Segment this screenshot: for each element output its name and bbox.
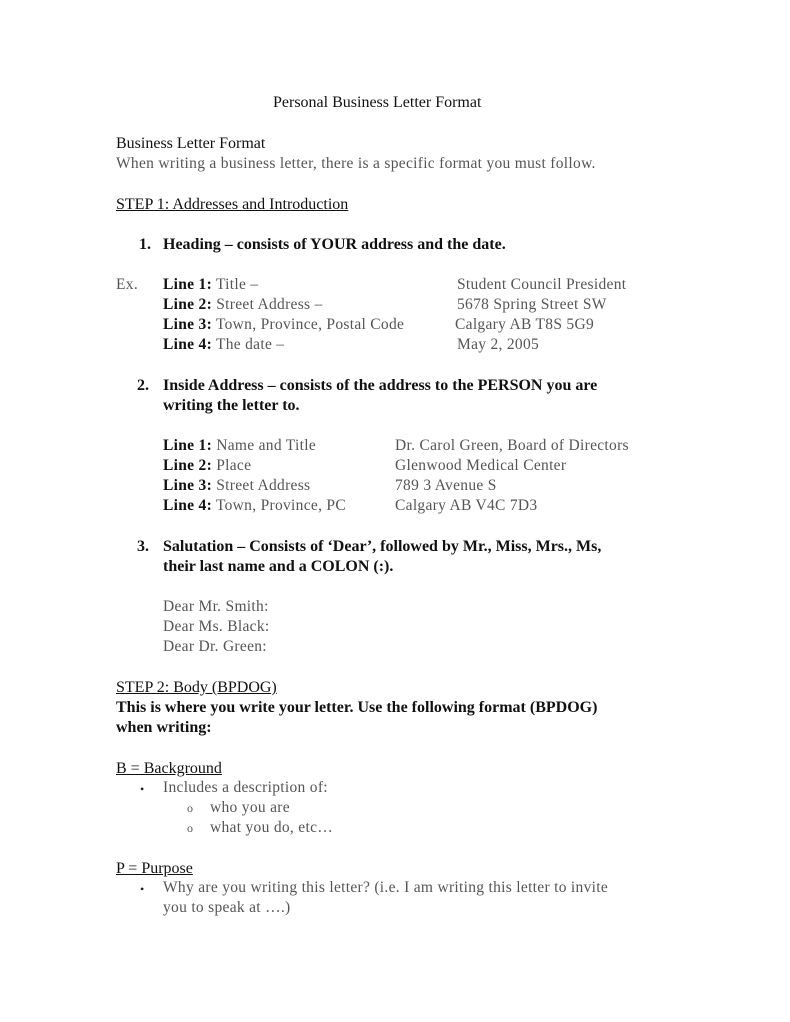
sub-bullet-icon: o (187, 821, 193, 835)
purpose-bullet-line2: you to speak at ….) (163, 899, 291, 916)
background-sub-2: what you do, etc… (210, 819, 334, 836)
salutation-example-3: Dear Dr. Green: (163, 638, 267, 655)
item2-number: 2. (137, 377, 149, 394)
section-heading: Business Letter Format (116, 135, 266, 152)
heading-line-4-value: May 2, 2005 (457, 336, 540, 353)
background-sub-1: who you are (210, 799, 290, 816)
intro-text: When writing a business letter, there is a specific format you must follow. (116, 155, 596, 172)
inside-line-3: Line 3: Street Address (163, 477, 311, 494)
step2-text-line1: This is where you write your letter. Use the following format (BPDOG) (116, 699, 598, 716)
step2-text-line2: when writing: (116, 719, 212, 736)
bullet-icon: • (140, 782, 145, 796)
item1-text: Heading – consists of YOUR address and the date. (163, 236, 506, 253)
heading-line-2-value: 5678 Spring Street SW (457, 296, 607, 313)
item3-text-line1: Salutation – Consists of ‘Dear’, followed by Mr., Miss, Mrs., Ms, (163, 538, 602, 555)
heading-line-3-value: Calgary AB T8S 5G9 (455, 316, 595, 333)
item2-text-line1: Inside Address – consists of the address to the PERSON you are (163, 377, 598, 394)
salutation-example-2: Dear Ms. Black: (163, 618, 270, 635)
background-heading: B = Background (116, 760, 222, 777)
heading-line-1-value: Student Council President (457, 276, 627, 293)
heading-line-3: Line 3: Town, Province, Postal Code (163, 316, 405, 333)
background-bullet-text: Includes a description of: (163, 779, 328, 796)
heading-line-4: Line 4: The date – (163, 336, 285, 353)
inside-line-4-value: Calgary AB V4C 7D3 (395, 497, 538, 514)
item3-number: 3. (137, 538, 149, 555)
purpose-bullet-line1: Why are you writing this letter? (i.e. I am writing this letter to invite (163, 879, 609, 896)
heading-line-2: Line 2: Street Address – (163, 296, 323, 313)
document-title: Personal Business Letter Format (273, 94, 482, 111)
item1-number: 1. (139, 236, 151, 253)
step1-heading: STEP 1: Addresses and Introduction (116, 196, 349, 213)
example-label: Ex. (116, 276, 138, 293)
purpose-heading: P = Purpose (116, 860, 193, 877)
inside-line-1: Line 1: Name and Title (163, 437, 317, 454)
sub-bullet-icon: o (187, 801, 193, 815)
salutation-example-1: Dear Mr. Smith: (163, 598, 269, 615)
bullet-icon: • (140, 882, 145, 896)
inside-line-2-value: Glenwood Medical Center (395, 457, 567, 474)
inside-line-1-value: Dr. Carol Green, Board of Directors (395, 437, 629, 454)
heading-line-1: Line 1: Title – (163, 276, 259, 293)
inside-line-3-value: 789 3 Avenue S (395, 477, 497, 494)
inside-line-2: Line 2: Place (163, 457, 252, 474)
inside-line-4: Line 4: Town, Province, PC (163, 497, 346, 514)
step2-heading: STEP 2: Body (BPDOG) (116, 679, 277, 696)
item2-text-line2: writing the letter to. (163, 397, 300, 414)
item3-text-line2: their last name and a COLON (:). (163, 558, 394, 575)
